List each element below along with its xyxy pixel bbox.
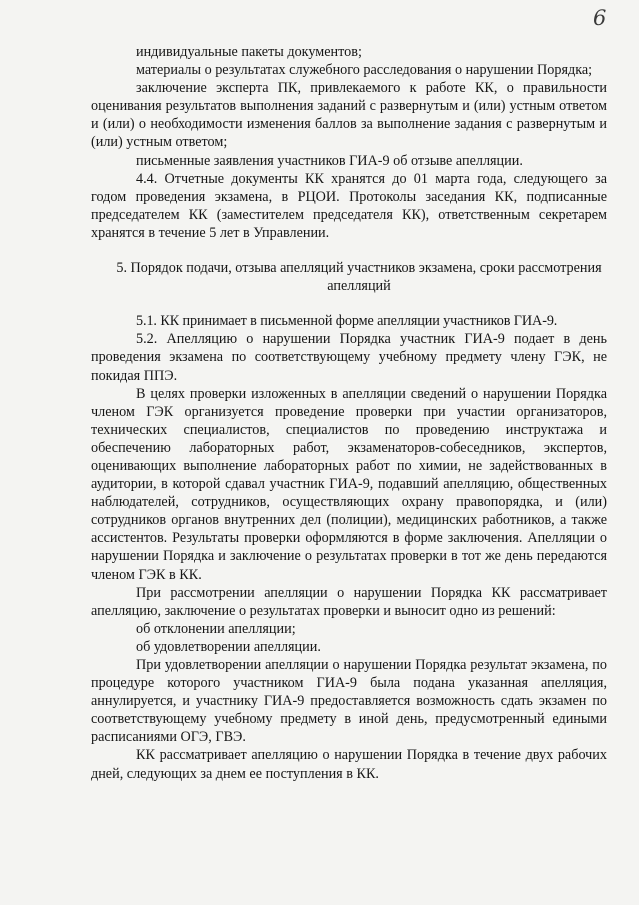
paragraph-withdrawal-statements: письменные заявления участников ГИА-9 об отзыве апелляции. — [136, 152, 523, 169]
paragraph-5-2: 5.2. Апелляцию о нарушении Порядка участник ГИА-9 подает в день проведения экзамена по соответствующему учебному предмету члену ГЭК, не покидая ППЭ. — [91, 331, 607, 384]
paragraph-verification: В целях проверки изложенных в апелляции сведений о нарушении Порядка членом ГЭК организуется проведение проверки при участии организаторов, технических специалистов, специалистов по проведению инструктажа и обеспечению лабораторных работ, экзаменаторов-собеседников, экспертов, оценивающих выполнение лабораторных работ по химии, не задействованных в аудитории, в которой сдавал участник ГИА-9, подавший апелляцию, общественных наблюдателей, сотрудников, осуществляющих охрану правопорядка, и (или) сотрудников органов внутренних дел (полиции), медицинских работников, а также ассистентов. Результаты проверки оформляются в форме заключения. Апелляции о нарушении Порядка и заключение о результатах проверки в тот же день передаются членом ГЭК в КК. — [91, 385, 607, 583]
paragraph-approval: об удовлетворении апелляции. — [136, 638, 321, 655]
paragraph-rejection: об отклонении апелляции; — [136, 620, 296, 637]
paragraph-expert-conclusion: заключение эксперта ПК, привлекаемого к работе КК, о правильности оценивания результатов выполнения заданий с развернутым и (или) устным ответом и (или) о необходимости изменения баллов за выполнение задания с развернутым и (или) устным ответом; — [91, 80, 607, 151]
paragraph-4-4: 4.4. Отчетные документы КК хранятся до 01 марта года, следующего за годом проведения экзамена, в РЦОИ. Протоколы заседания КК, подписанные председателем КК (заместителем председателя КК), ответственным секретарем хранятся в течение 5 лет в Управлении. — [91, 170, 607, 241]
paragraph-annulment: При удовлетворении апелляции о нарушении Порядка результат экзамена, по процедуре которого участником ГИА-9 была подана указанная апелляция, аннулируется, и участнику ГИА-9 предоставляется возможность сдать экзамен по соответствующему учебному предмету в иной день, предусмотренный едиными расписаниями ОГЭ, ГВЭ. — [91, 657, 607, 746]
paragraph-review-decision: При рассмотрении апелляции о нарушении Порядка КК рассматривает апелляцию, заключение о результатах проверки и выносит одно из решений: — [91, 584, 607, 619]
section-heading-5: 5. Порядок подачи, отзыва апелляций участников экзамена, сроки рассмотрения апелляций — [116, 260, 602, 295]
paragraph-individual-packages: индивидуальные пакеты документов; — [136, 44, 362, 60]
document-body — [91, 43, 607, 783]
paragraph-5-1: 5.1. КК принимает в письменной форме апелляции участников ГИА-9. — [136, 313, 558, 330]
paragraph-review-period: КК рассматривает апелляцию о нарушении Порядка в течение двух рабочих дней, следующих за днем ее поступления в КК. — [91, 747, 607, 782]
page-number: 6 — [593, 6, 607, 30]
paragraph-investigation-materials: материалы о результатах служебного расследования о нарушении Порядка; — [136, 62, 593, 79]
